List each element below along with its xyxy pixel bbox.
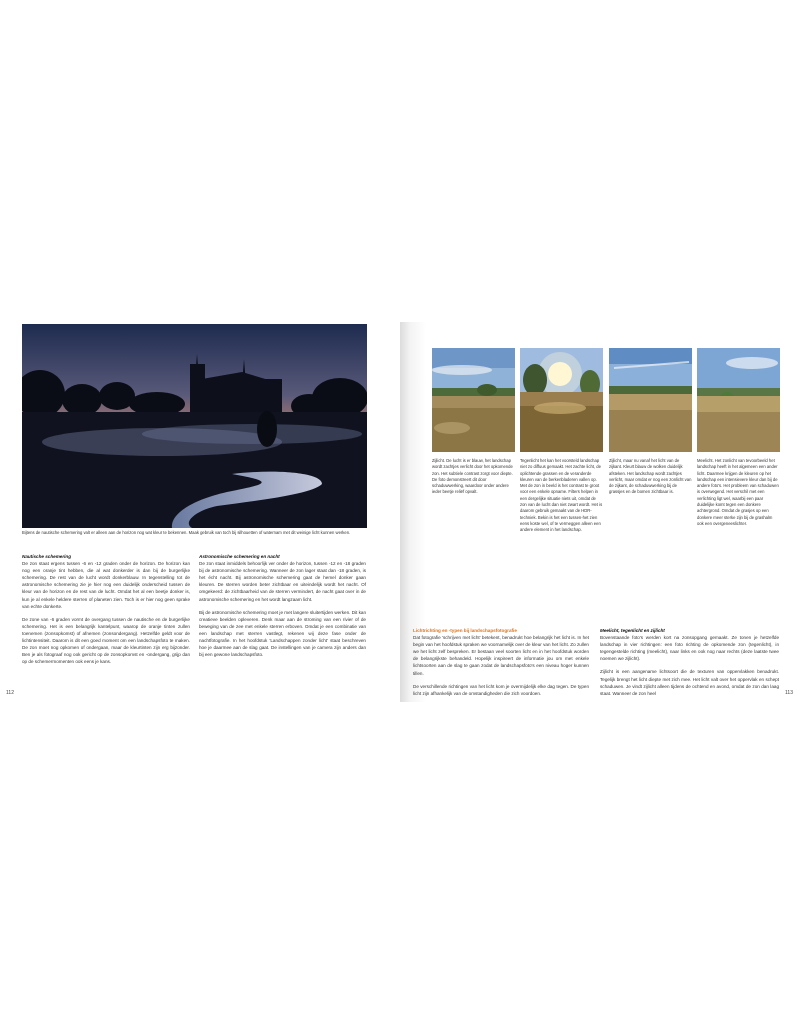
left-page <box>6 322 400 702</box>
light-types-heading: Meelicht, tegenlicht en zijlicht <box>600 628 665 633</box>
church-dusk-photo <box>22 324 367 528</box>
sidelight-photo-2 <box>609 348 692 452</box>
thumb-caption-4: Meelicht. Het zonlicht van tevoorbeeld het landschap heeft in het algemeen een ander licht. Daarmee krijgen de kleuren op het landschap een intensievere kleur dan bij de andere foto's. Het probleem van schaduwen is overwegend. Het verschil met een verlichting ligt wel, waarbij een paar duidelijke komt tegen een donkere achtergrond. Omdat de grasjes op een donkere meer sterke zijn bij de grashalm ook een overgeneeslichter. <box>697 458 779 526</box>
main-photo-caption: Bijtens de nautische schemering valt er alleen aan de horizon nog wat kleur te bekennen. Maak gebruik van toch bij silhouetten of waternam met dit weinige licht kunnen werken. <box>22 530 351 535</box>
left-column-1 <box>22 553 190 671</box>
paragraph: Bij de astronomische schemering moet je met langere sluitertijden werken. Dit kan creatieve beelden opleveren. Denk maar aan de stroming van een rivier of de beweging van de zee met enkele sterren erboven. Omdat je een combinatie van een landschap met sterren vastlegt, rekenen wij deze fase onder de nachtfotografie. In het hoofdstuk 'Landschappen zonder licht' staat beschreven hoe je daarmee aan de slag gaat. De instellingen van je camera zijn anders dan bij een gewone landschapsfoto. <box>199 609 366 658</box>
frontlight-photo <box>697 348 780 452</box>
page-number-right: 113 <box>785 690 793 696</box>
paragraph: Dat fotografie 'schrijven met licht' betekent, benadrukt hoe belangrijk het licht is. In het begin van het hoofdstuk spraken we voornamelijk over de kleur van het licht. Zo zullen we het licht zelf bespreken. Er bestaan veel soorten licht en in het hoofdstuk worden de belangrijkste behandeld. Hopelijk inspireert de informatie jou om met enkele lichtsoorten aan de slag te gaan zodat de landschapsfoto's een niveau hoger kunnen tillen. <box>413 635 589 676</box>
sidelight-photo-1 <box>432 348 515 452</box>
astronomical-twilight-heading: Astronomische schemering en nacht <box>199 554 280 559</box>
thumb-caption-1: Zijlicht. De lucht is er blauw, het landschap wordt zachtjes verlicht door het opkomende zon. Het subtiele contrast zorgt voor diepte. De foto demonstreert dit door schaduwwerking, waardoor onder andere ieder beetje reliëf opvalt. <box>432 458 513 495</box>
paragraph: De zon staat ergens tussen -6 en -12 graden onder de horizon. De horizon kan nog een oranje tint hebben, die al wat donkerder is dan bij de burgerlijke schemering. De rest van de lucht wordt donkerblauw. In tegenstelling tot de astronomische schemering zie je hier nog een duidelijk onderscheid tussen de kleur van de horizon en de rest van de lucht. Omdat het al een beetje donker is, kun je al enkele heldere sterren of planeten zien. Toch is er hier nog geen sprake van echte donkerte. <box>22 561 190 609</box>
right-column-1 <box>413 627 589 703</box>
paragraph: De zon staat inmiddels behoorlijk ver onder de horizon, tussen -12 en -18 graden bij de astronomische schemering. Wanneer de zon lager staat dan -18 graden, is het écht nacht. Bij astronomische schemering gaat de hemel donker gaan kleuren. De sterren worden beter zichtbaar en uiteindelijk wordt het nacht. Of omgekeerd: de zichtbaarheid van de sterren vermindert, de nacht gaat over in de astronomische schemering en het wordt langzaam licht. <box>199 561 366 602</box>
nautical-twilight-heading: Nautische schemering <box>22 554 72 559</box>
paragraph: De zone van -6 graden vormt de overgang tussen de nautische en de burgerlijke schemering. Het is een belangrijk kantelpunt, waarop de oranje tinten zullen toenemen (zonsopkomst) of afnemen (zonsondergang). Hetzelfde geldt voor de lichtintensiteit. Daarom is dit een goed moment om een landschapsfoto te maken. De zon moet nog opkomen of ondergaan, maar de kleurtinten zijn erg bijzonder. Ben je als fotograaf nog ook gericht op de zonsopkomst en -ondergang, grijp dan op de schemermomenten ook eens je kans. <box>22 616 190 665</box>
thumb-caption-2: Tegenlicht het kan het voorsteld landschap niet zo diffuus gemaakt. Het zachte licht, de oplichtende grassen en de veranderde kleuren van de berkenbladeren vallen op. Met de zon in beeld is het contrast te groot voor een enkele opname. Filters helpen in een dergelijke situatie niets uit, omdat de zon van de lucht dan niet zwart wordt. Het is daarom gebruik gemaakt van de HDR-techniek. Bekin is het een tussen-het zien eens koste wel, of te vermeggen alleen een andere element in het landschap. <box>520 458 603 533</box>
paragraph: De verschillende richtingen van het licht kom je overmijdelijk elke dag tegen. De typen licht zijn afhankelijk van de omstandigheden die zich voordoen. <box>413 683 589 696</box>
backlight-photo <box>520 348 603 452</box>
paragraph: Zijlicht is een aangename lichtsoort die de texturen van oppervlakken benadrukt. Tegelijk brengt het licht diepte met zich mee. Het licht valt over het oppervlak en schept schaduwen. Je vindt zijlicht alleen tijdens de ochtend en avond, omdat de zon dan laag staat. Wanneer de zon heel <box>600 669 779 696</box>
paragraph: Bovenstaande foto's werden kort na zonsopgang gemaakt. Ze tonen je hetzelfde landschap in vier richtingen: een foto richting de opkomende zon (tegenlicht), in tegengestelde richting (meelicht), naar links en ook nog naar rechts (deze laatste twee noemen we zijlicht). <box>600 635 779 662</box>
light-direction-heading: Lichtrichting en -typen bij landschapsfotografie <box>413 628 517 633</box>
book-spread <box>6 322 793 702</box>
page-number-left: 112 <box>6 690 14 696</box>
thumb-caption-3: Zijlicht, maar nu vanaf het licht van de zijkant. Kleurt blauw de wolken duidelijk afsteken. Het landschap wordt zachtjes verlicht, maar omdat er nog een zonlicht van de zijkant, de schaduwwerking bij de grassjes en de bomen zichtbaar is. <box>609 458 692 495</box>
right-column-2 <box>600 627 779 703</box>
left-column-2 <box>199 553 366 664</box>
